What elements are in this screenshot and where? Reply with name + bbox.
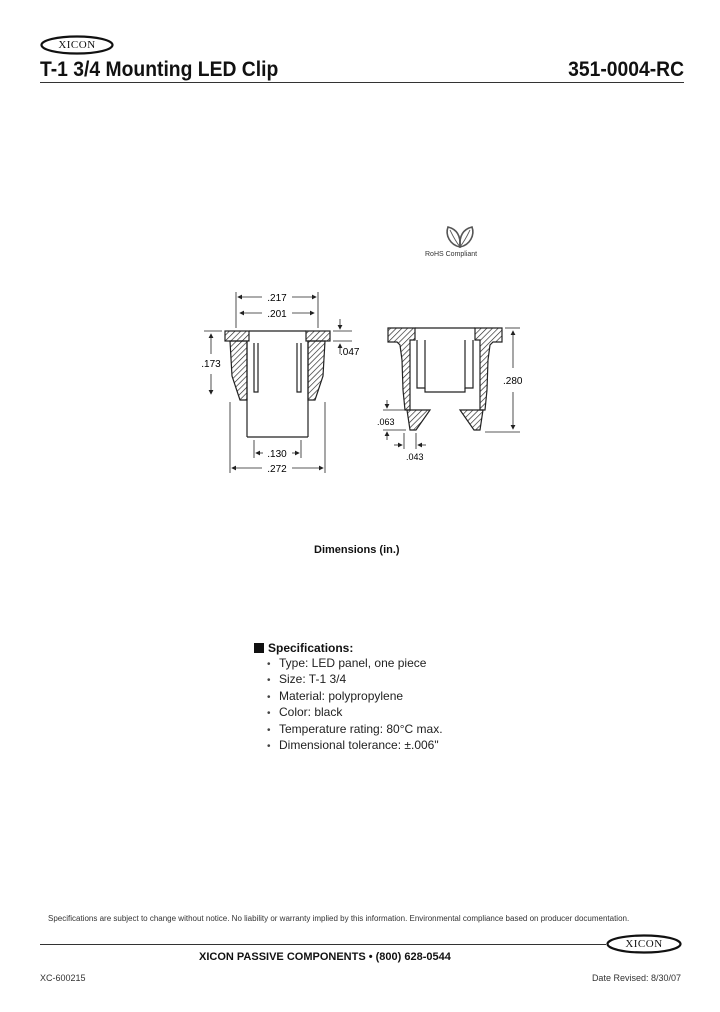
spec-item: • Type: LED panel, one piece [267,656,443,672]
spec-item: • Size: T-1 3/4 [267,672,443,688]
specifications-heading-text: Specifications: [268,641,354,655]
dim-272-label: .272 [267,464,287,475]
logo-text: XICON [58,39,96,51]
spec-item: • Material: polypropylene [267,689,443,705]
xicon-logo [40,35,114,55]
revision-date: Date Revised: 8/30/07 [591,973,681,983]
bullet-icon: • [267,691,271,703]
part-number: 351-0004-RC [568,58,684,81]
bullet-icon: • [267,659,271,670]
rohs-leaf-icon [442,223,478,249]
spec-item: • Dimensional tolerance: ±.006" [267,738,443,754]
bullet-icon: • [267,708,271,720]
disclaimer-text: Specifications are subject to change without notice. No liability or warranty implied by this information. Environmental compliance based on producer documentation. [48,914,630,923]
spec-item: • Temperature rating: 80°C max. [267,722,443,738]
footer-logo-text: XICON [625,938,663,950]
footer-rule [40,944,606,945]
company-contact: XICON PASSIVE COMPONENTS • (800) 628-0544 [199,951,451,963]
bullet-square-icon [254,643,264,653]
bullet-icon: • [267,724,271,736]
specifications-heading [254,641,353,655]
dim-047-label: .047 [340,347,360,358]
dimensions-caption: Dimensions (in.) [314,544,400,556]
document-code: XC-600215 [40,973,86,983]
page-title: T-1 3/4 Mounting LED Clip [40,58,279,81]
dim-201-label: .201 [267,309,287,320]
dimension-drawing [190,285,535,485]
rohs-caption: RoHS Compliant [425,251,478,258]
dim-043-label: .043 [406,452,424,462]
dim-130-label: .130 [267,449,287,460]
side-view [377,328,523,462]
bullet-icon: • [267,741,271,753]
footer-xicon-logo [606,934,682,954]
dim-217-label: .217 [267,293,287,304]
specifications-list [267,656,443,754]
dim-280-label: .280 [503,376,523,387]
dim-063-label: .063 [377,417,395,427]
spec-item: • Color: black [267,705,443,721]
front-view [201,292,360,475]
dim-173-label: .173 [201,359,221,370]
bullet-icon: • [267,675,271,687]
header-rule [40,82,684,83]
